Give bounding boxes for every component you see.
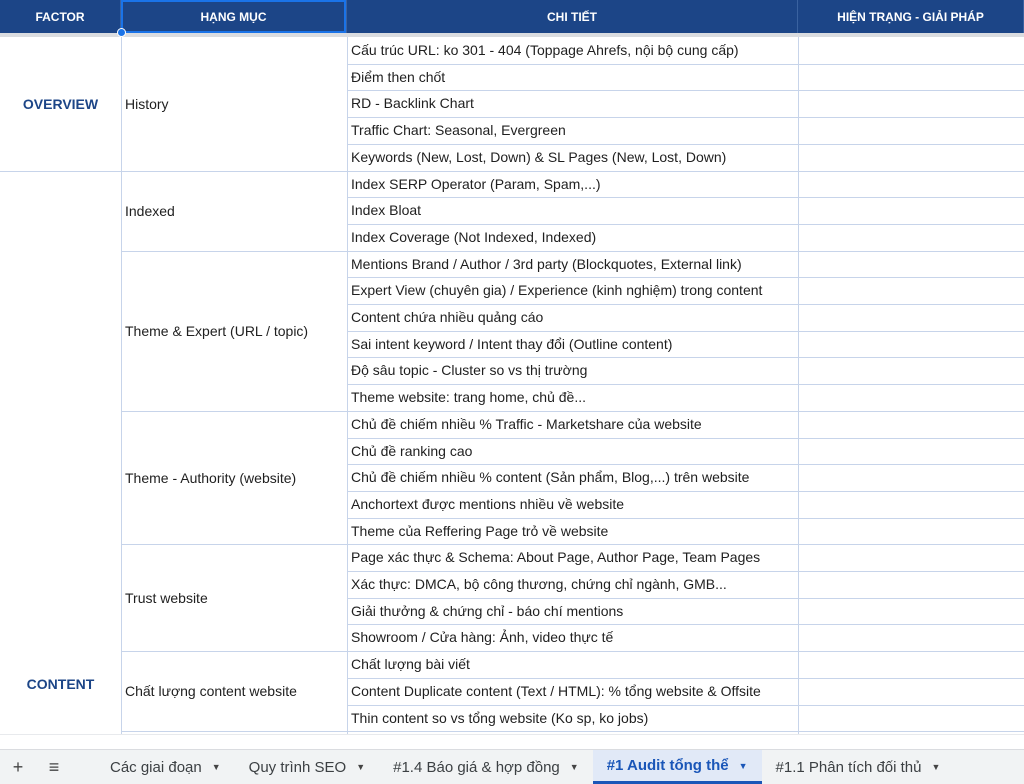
detail-cell[interactable]: RD - Backlink Chart	[351, 95, 474, 112]
status-solution-cell[interactable]	[798, 197, 1024, 224]
chevron-down-icon[interactable]: ▼	[931, 762, 941, 772]
tab-label: #1.4 Báo giá & hợp đồng	[393, 758, 560, 776]
detail-cell[interactable]: Mentions Brand / Author / 3rd party (Blockquotes, External link)	[351, 255, 742, 272]
status-solution-cell[interactable]	[798, 357, 1024, 384]
status-solution-cell[interactable]	[798, 491, 1024, 518]
tab-audit-tong-the[interactable]	[593, 750, 762, 784]
tab-phan-tich-doi-thu[interactable]	[762, 750, 955, 784]
detail-cell[interactable]: Content chứa nhiều quảng cáo	[351, 309, 544, 325]
status-solution-cell[interactable]	[798, 571, 1024, 598]
detail-cell[interactable]: Theme website: trang home, chủ đề...	[351, 389, 587, 406]
tab-label: #1 Audit tổng thể	[606, 757, 729, 774]
header-hien-trang[interactable]: HIỆN TRẠNG - GIẢI PHÁP	[798, 0, 1024, 33]
column-divider	[121, 37, 122, 734]
detail-cell[interactable]: Chất lượng bài viết	[351, 656, 470, 673]
tab-cac-giai-doan[interactable]	[96, 750, 235, 784]
status-solution-cell[interactable]	[798, 224, 1024, 251]
detail-cell[interactable]: Cấu trúc URL: ko 301 - 404 (Toppage Ahrefs, nội bộ cung cấp)	[351, 42, 739, 58]
detail-cell[interactable]: Anchortext được mentions nhiều về website	[351, 495, 625, 512]
category-divider	[121, 731, 347, 732]
status-solution-cell[interactable]	[798, 598, 1024, 625]
detail-cell[interactable]: Độ sâu topic - Cluster so vs thị trường	[351, 362, 588, 379]
tab-quy-trinh-seo[interactable]	[235, 750, 379, 784]
detail-cell[interactable]: Index SERP Operator (Param, Spam,...)	[351, 175, 601, 192]
status-solution-cell[interactable]	[798, 90, 1024, 117]
category-cell[interactable]: Theme & Expert (URL / topic)	[125, 322, 309, 339]
status-solution-cell[interactable]	[798, 64, 1024, 91]
tab-label: #1.1 Phân tích đối thủ	[775, 758, 922, 776]
status-solution-cell[interactable]	[798, 464, 1024, 491]
status-solution-cell[interactable]	[798, 624, 1024, 651]
status-solution-cell[interactable]	[798, 411, 1024, 438]
detail-cell[interactable]: Content Duplicate content (Text / HTML): % tổng website & Offsite	[351, 682, 761, 699]
detail-cell[interactable]: Chủ đề chiếm nhiều % content (Sản phẩm, Blog,...) trên website	[351, 469, 750, 486]
status-solution-cell[interactable]	[798, 331, 1024, 358]
chevron-down-icon[interactable]: ▼	[356, 762, 366, 772]
column-divider	[347, 37, 348, 734]
add-sheet-icon[interactable]: +	[12, 756, 24, 777]
detail-cell[interactable]: Expert View (chuyên gia) / Experience (kinh nghiệm) trong content	[351, 282, 763, 299]
header-chi-tiet[interactable]: CHI TIẾT	[347, 0, 798, 33]
detail-cell[interactable]: Giải thưởng & chứng chỉ - báo chí mentions	[351, 602, 624, 619]
tab-bao-gia-hop-dong[interactable]	[379, 750, 593, 784]
detail-cell[interactable]: Keywords (New, Lost, Down) & SL Pages (New, Lost, Down)	[351, 148, 727, 165]
category-cell[interactable]: Indexed	[125, 202, 175, 219]
factor-cell[interactable]: OVERVIEW	[22, 95, 99, 112]
chevron-down-icon[interactable]: ▼	[211, 762, 221, 772]
status-solution-cell[interactable]	[798, 37, 1024, 64]
status-solution-cell[interactable]	[798, 144, 1024, 171]
status-solution-cell[interactable]	[798, 438, 1024, 465]
detail-cell[interactable]: Chủ đề ranking cao	[351, 442, 473, 459]
category-cell[interactable]: Theme - Authority (website)	[125, 469, 297, 486]
detail-cell[interactable]: Showroom / Cửa hàng: Ảnh, video thực tế	[351, 629, 614, 646]
detail-cell[interactable]: Thin content so vs tổng website (Ko sp, ko jobs)	[351, 709, 649, 726]
tab-label: Quy trình SEO	[248, 758, 347, 776]
status-solution-cell[interactable]	[798, 651, 1024, 678]
detail-cell[interactable]: Page xác thực & Schema: About Page, Author Page, Team Pages	[351, 549, 761, 566]
status-solution-cell[interactable]	[798, 678, 1024, 705]
detail-cell[interactable]: Chủ đề chiếm nhiều % Traffic - Marketshare của website	[351, 415, 702, 432]
horizontal-scrollbar[interactable]	[0, 734, 1024, 750]
category-cell[interactable]: History	[125, 95, 169, 112]
status-solution-cell[interactable]	[798, 304, 1024, 331]
header-hang-muc[interactable]: HẠNG MỤC	[121, 0, 347, 33]
status-solution-cell[interactable]	[798, 117, 1024, 144]
detail-cell[interactable]: Điểm then chốt	[351, 68, 446, 85]
sheet-tab-bar	[0, 749, 1024, 784]
row-divider	[347, 731, 1024, 732]
status-solution-cell[interactable]	[798, 251, 1024, 278]
tab-label: Các giai đoạn	[110, 758, 202, 776]
status-solution-cell[interactable]	[798, 705, 1024, 732]
factor-cell[interactable]: CONTENT	[26, 676, 95, 692]
all-sheets-menu-icon[interactable]: ≡	[48, 756, 60, 777]
status-solution-cell[interactable]	[798, 544, 1024, 571]
header-factor[interactable]: FACTOR	[0, 0, 121, 33]
detail-cell[interactable]: Index Coverage (Not Indexed, Indexed)	[351, 228, 597, 245]
detail-cell[interactable]: Index Bloat	[351, 202, 422, 219]
detail-cell[interactable]: Theme của Reffering Page trỏ về website	[351, 522, 609, 539]
detail-cell[interactable]: Sai intent keyword / Intent thay đổi (Outline content)	[351, 335, 673, 352]
detail-cell[interactable]: Xác thực: DMCA, bộ công thương, chứng chỉ ngành, GMB...	[351, 576, 727, 592]
chevron-down-icon[interactable]: ▼	[738, 760, 748, 771]
detail-cell[interactable]: Traffic Chart: Seasonal, Evergreen	[351, 122, 566, 139]
category-cell[interactable]: Trust website	[125, 589, 208, 606]
chevron-down-icon[interactable]: ▼	[569, 762, 579, 772]
column-divider	[798, 37, 799, 734]
selection-handle[interactable]	[117, 28, 126, 37]
status-solution-cell[interactable]	[798, 171, 1024, 198]
status-solution-cell[interactable]	[798, 384, 1024, 411]
category-cell[interactable]: Chất lượng content website	[125, 683, 297, 700]
status-solution-cell[interactable]	[798, 277, 1024, 304]
status-solution-cell[interactable]	[798, 518, 1024, 545]
